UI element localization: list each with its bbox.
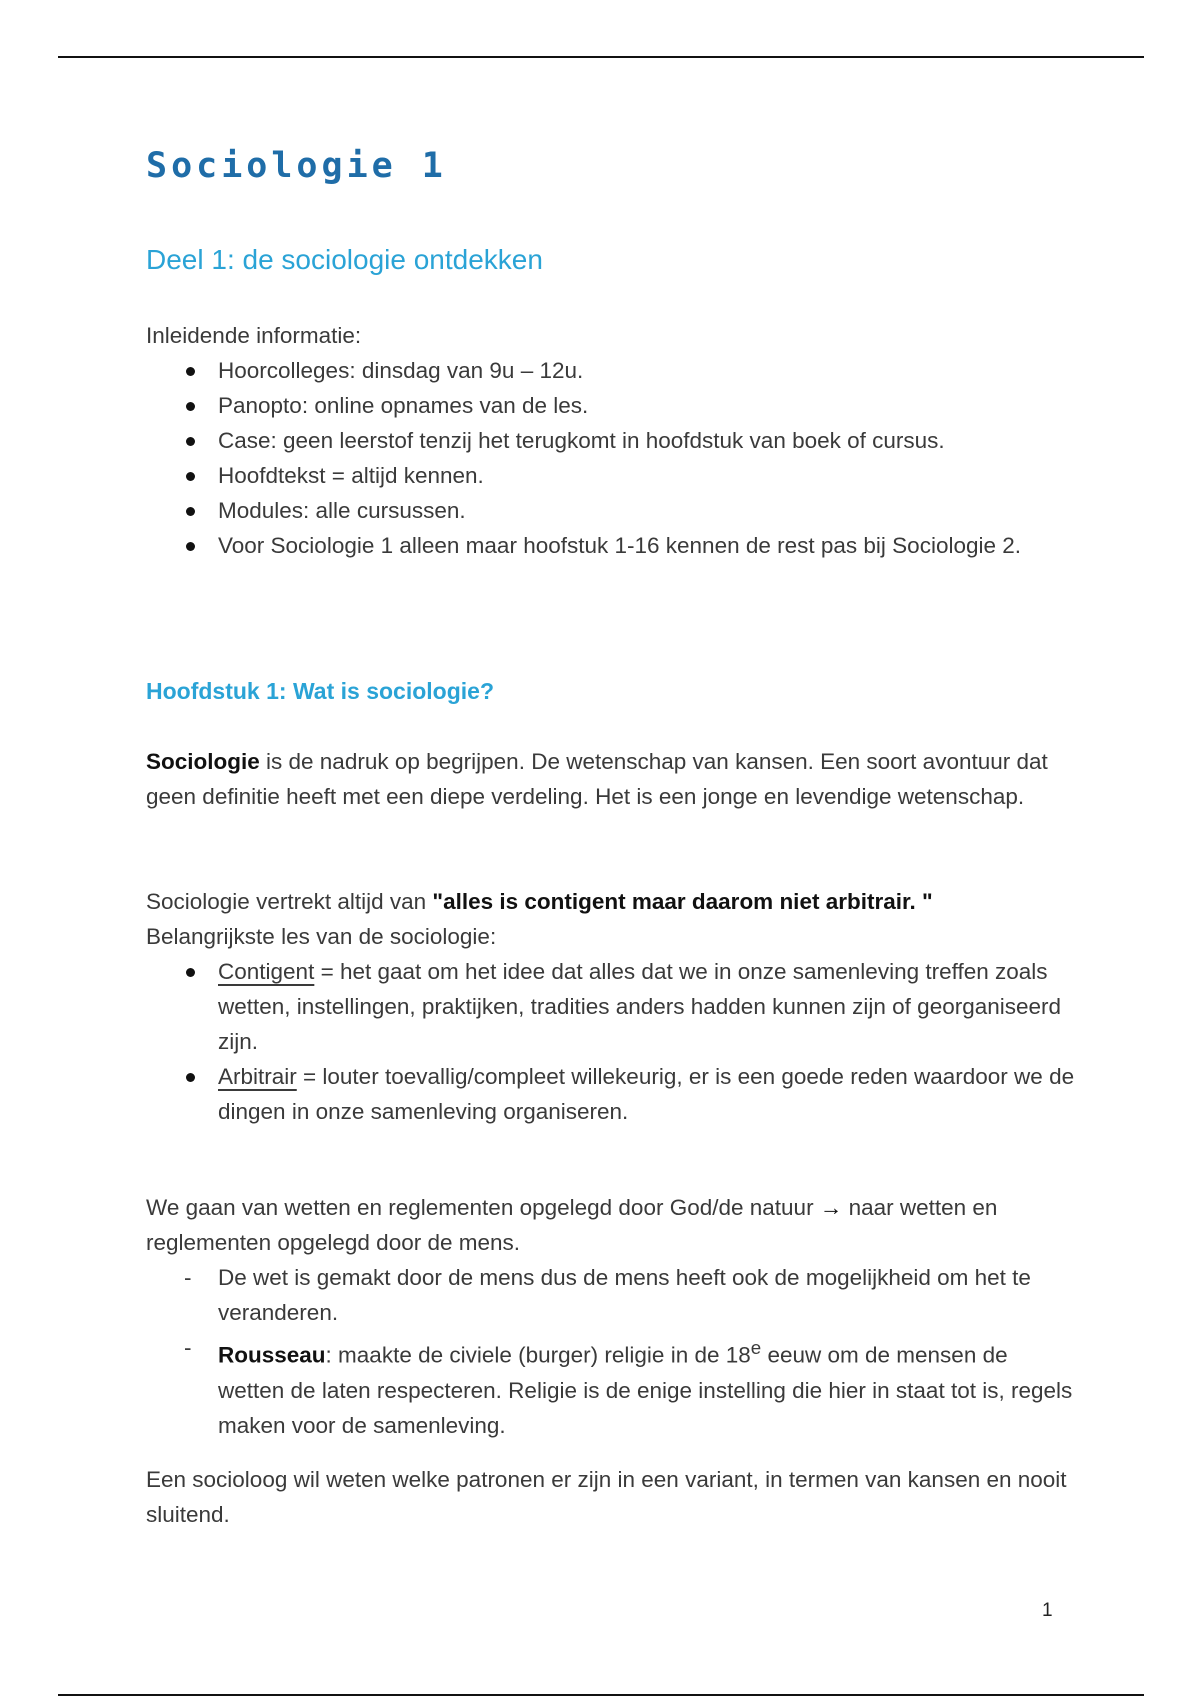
chapter-heading: Hoofdstuk 1: Wat is sociologie? <box>146 678 494 704</box>
concept-text: = louter toevallig/compleet willekeurig, er is een goede reden waardoor we de dingen in onze samenleving organiseren. <box>218 1064 1075 1124</box>
intro-label: Inleidende informatie: <box>146 323 362 348</box>
intro-section <box>146 318 1076 563</box>
closing-paragraph <box>146 1462 1076 1532</box>
definition-text: is de nadruk op begrijpen. De wetenschap van kansen. Een soort avontuur dat geen definitie heeft met een diepe verdeling. Het is een jonge en levendige wetenschap. <box>146 749 1048 809</box>
top-rule <box>58 56 1144 58</box>
rousseau-term: Rousseau <box>218 1342 326 1368</box>
intro-list <box>146 353 1076 563</box>
contingent-prefix: Sociologie vertrekt altijd van <box>146 889 433 914</box>
rousseau-sup: e <box>750 1337 762 1358</box>
lesson-label: Belangrijkste les van de sociologie: <box>146 924 497 949</box>
list-item: Modules: alle cursussen. <box>146 493 1076 528</box>
rousseau-text-b: eeuw om de mensen de wetten de laten respecteren. Religie is de enige instelling die hier in staat tot is, regels maken voor de samenleving. <box>218 1342 1073 1438</box>
contingent-section <box>146 884 1076 1129</box>
closing-text: Een socioloog wil weten welke patronen er zijn in een variant, in termen van kansen en nooit sluitend. <box>146 1467 1067 1527</box>
shift-after: naar wetten en reglementen opgelegd door de mens. <box>146 1195 998 1255</box>
list-item: Hoofdtekst = altijd kennen. <box>146 458 1076 493</box>
definition-paragraph <box>146 744 1076 814</box>
arrow-right-icon: → <box>819 1195 843 1220</box>
part-heading: Deel 1: de sociologie ontdekken <box>146 244 543 275</box>
list-item: Hoorcolleges: dinsdag van 9u – 12u. <box>146 353 1076 388</box>
definition-term: Sociologie <box>146 749 260 774</box>
concept-list <box>146 954 1076 1129</box>
list-item: Voor Sociologie 1 alleen maar hoofstuk 1-16 kennen de rest pas bij Sociologie 2. <box>146 528 1076 563</box>
list-item <box>146 1059 1076 1129</box>
concept-term: Arbitrair <box>218 1064 297 1089</box>
list-item: Case: geen leerstof tenzij het terugkomt in hoofdstuk van boek of cursus. <box>146 423 1076 458</box>
rousseau-text-a: : maakte de civiele (burger) religie in de 18 <box>325 1342 751 1368</box>
shift-list <box>146 1260 1076 1443</box>
shift-before: We gaan van wetten en reglementen opgelegd door God/de natuur <box>146 1195 820 1220</box>
list-item <box>146 954 1076 1059</box>
list-item: - De wet is gemakt door de mens dus de mens heeft ook de mogelijkheid om het te veranderen. <box>146 1260 1076 1330</box>
concept-text: = het gaat om het idee dat alles dat we in onze samenleving treffen zoals wetten, instellingen, praktijken, tradities anders hadden kunnen zijn of georganiseerd zijn. <box>218 959 1062 1054</box>
shift-section <box>146 1190 1076 1443</box>
bottom-rule <box>58 1694 1144 1696</box>
document-title: Sociologie 1 <box>146 146 447 186</box>
list-item <box>146 1330 1076 1443</box>
list-item: Panopto: online opnames van de les. <box>146 388 1076 423</box>
contingent-quote: "alles is contigent maar daarom niet arbitrair. " <box>432 889 933 914</box>
page-number: 1 <box>1042 1600 1053 1621</box>
concept-term: Contigent <box>218 959 315 984</box>
